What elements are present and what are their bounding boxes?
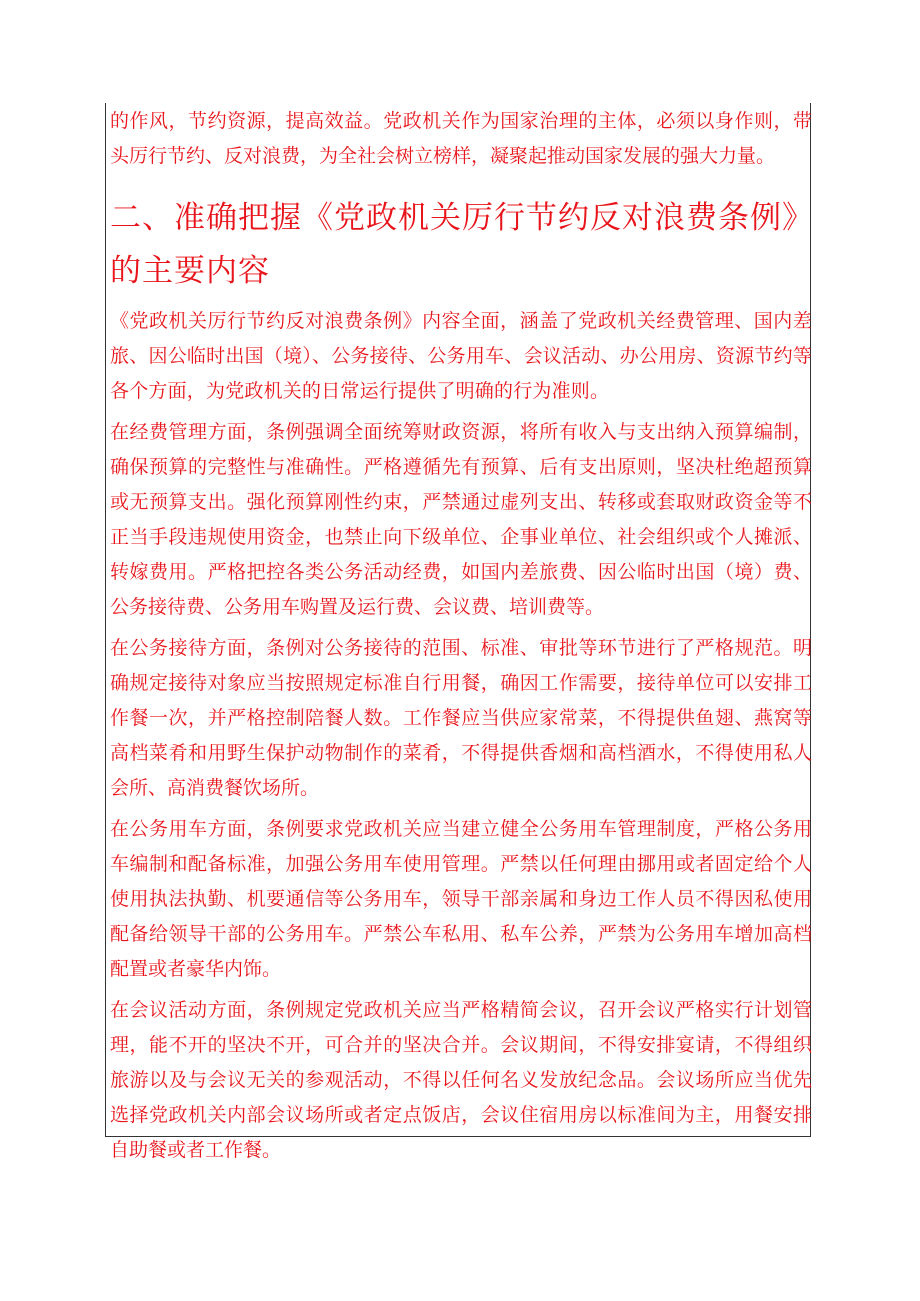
document-body — [110, 104, 812, 1168]
section-heading: 二、准确把握《党政机关厉行节约反对浪费条例》的主要内容 — [110, 200, 799, 289]
paragraph-official-reception: 在公务接待方面，条例对公务接待的范围、标准、审批等环节进行了严格规范。明确规定接待对象应当按照规定标准自行用餐，确因工作需要，接待单位可以安排工作餐一次，并严格控制陪餐人数。工作餐应当供应家常菜，不得提供鱼翅、燕窝等高档菜肴和用野生保护动物制作的菜肴，不得提供香烟和高档酒水，不得使用私人会所、高消费餐饮场所。 — [110, 637, 812, 799]
paragraph-meeting-activities: 在会议活动方面，条例规定党政机关应当严格精简会议，召开会议严格实行计划管理，能不开的坚决不开，可合并的坚决合并。会议期间，不得安排宴请，不得组织旅游以及与会议无关的参观活动，不得以任何名义发放纪念品。会议场所应当优先选择党政机关内部会议场所或者定点饭店，会议住宿用房以标准间为主，用餐安排自助餐或者工作餐。 — [110, 999, 812, 1161]
paragraph-funding-management: 在经费管理方面，条例强调全面统筹财政资源，将所有收入与支出纳入预算编制，确保预算的完整性与准确性。严格遵循先有预算、后有支出原则，坚决杜绝超预算或无预算支出。强化预算刚性约束，严禁通过虚列支出、转移或套取财政资金等不正当手段违规使用资金，也禁止向下级单位、企事业单位、社会组织或个人摊派、转嫁费用。严格把控各类公务活动经费，如国内差旅费、因公临时出国（境）费、公务接待费、公务用车购置及运行费、会议费、培训费等。 — [110, 421, 812, 618]
paragraph-official-vehicles: 在公务用车方面，条例要求党政机关应当建立健全公务用车管理制度，严格公务用车编制和配备标准，加强公务用车使用管理。严禁以任何理由挪用或者固定给个人使用执法执勤、机要通信等公务用车，领导干部亲属和身边工作人员不得因私使用配备给领导干部的公务用车。严禁公车私用、私车公养，严禁为公务用车增加高档配置或者豪华内饰。 — [110, 818, 812, 980]
paragraph-overview: 《党政机关厉行节约反对浪费条例》内容全面，涵盖了党政机关经费管理、国内差旅、因公临时出国（境）、公务接待、公务用车、会议活动、办公用房、资源节约等各个方面，为党政机关的日常运行提供了明确的行为准则。 — [110, 310, 812, 402]
continued-paragraph: 的作风，节约资源，提高效益。党政机关作为国家治理的主体，必须以身作则，带头厉行节约、反对浪费，为全社会树立榜样，凝聚起推动国家发展的强大力量。 — [110, 110, 812, 167]
